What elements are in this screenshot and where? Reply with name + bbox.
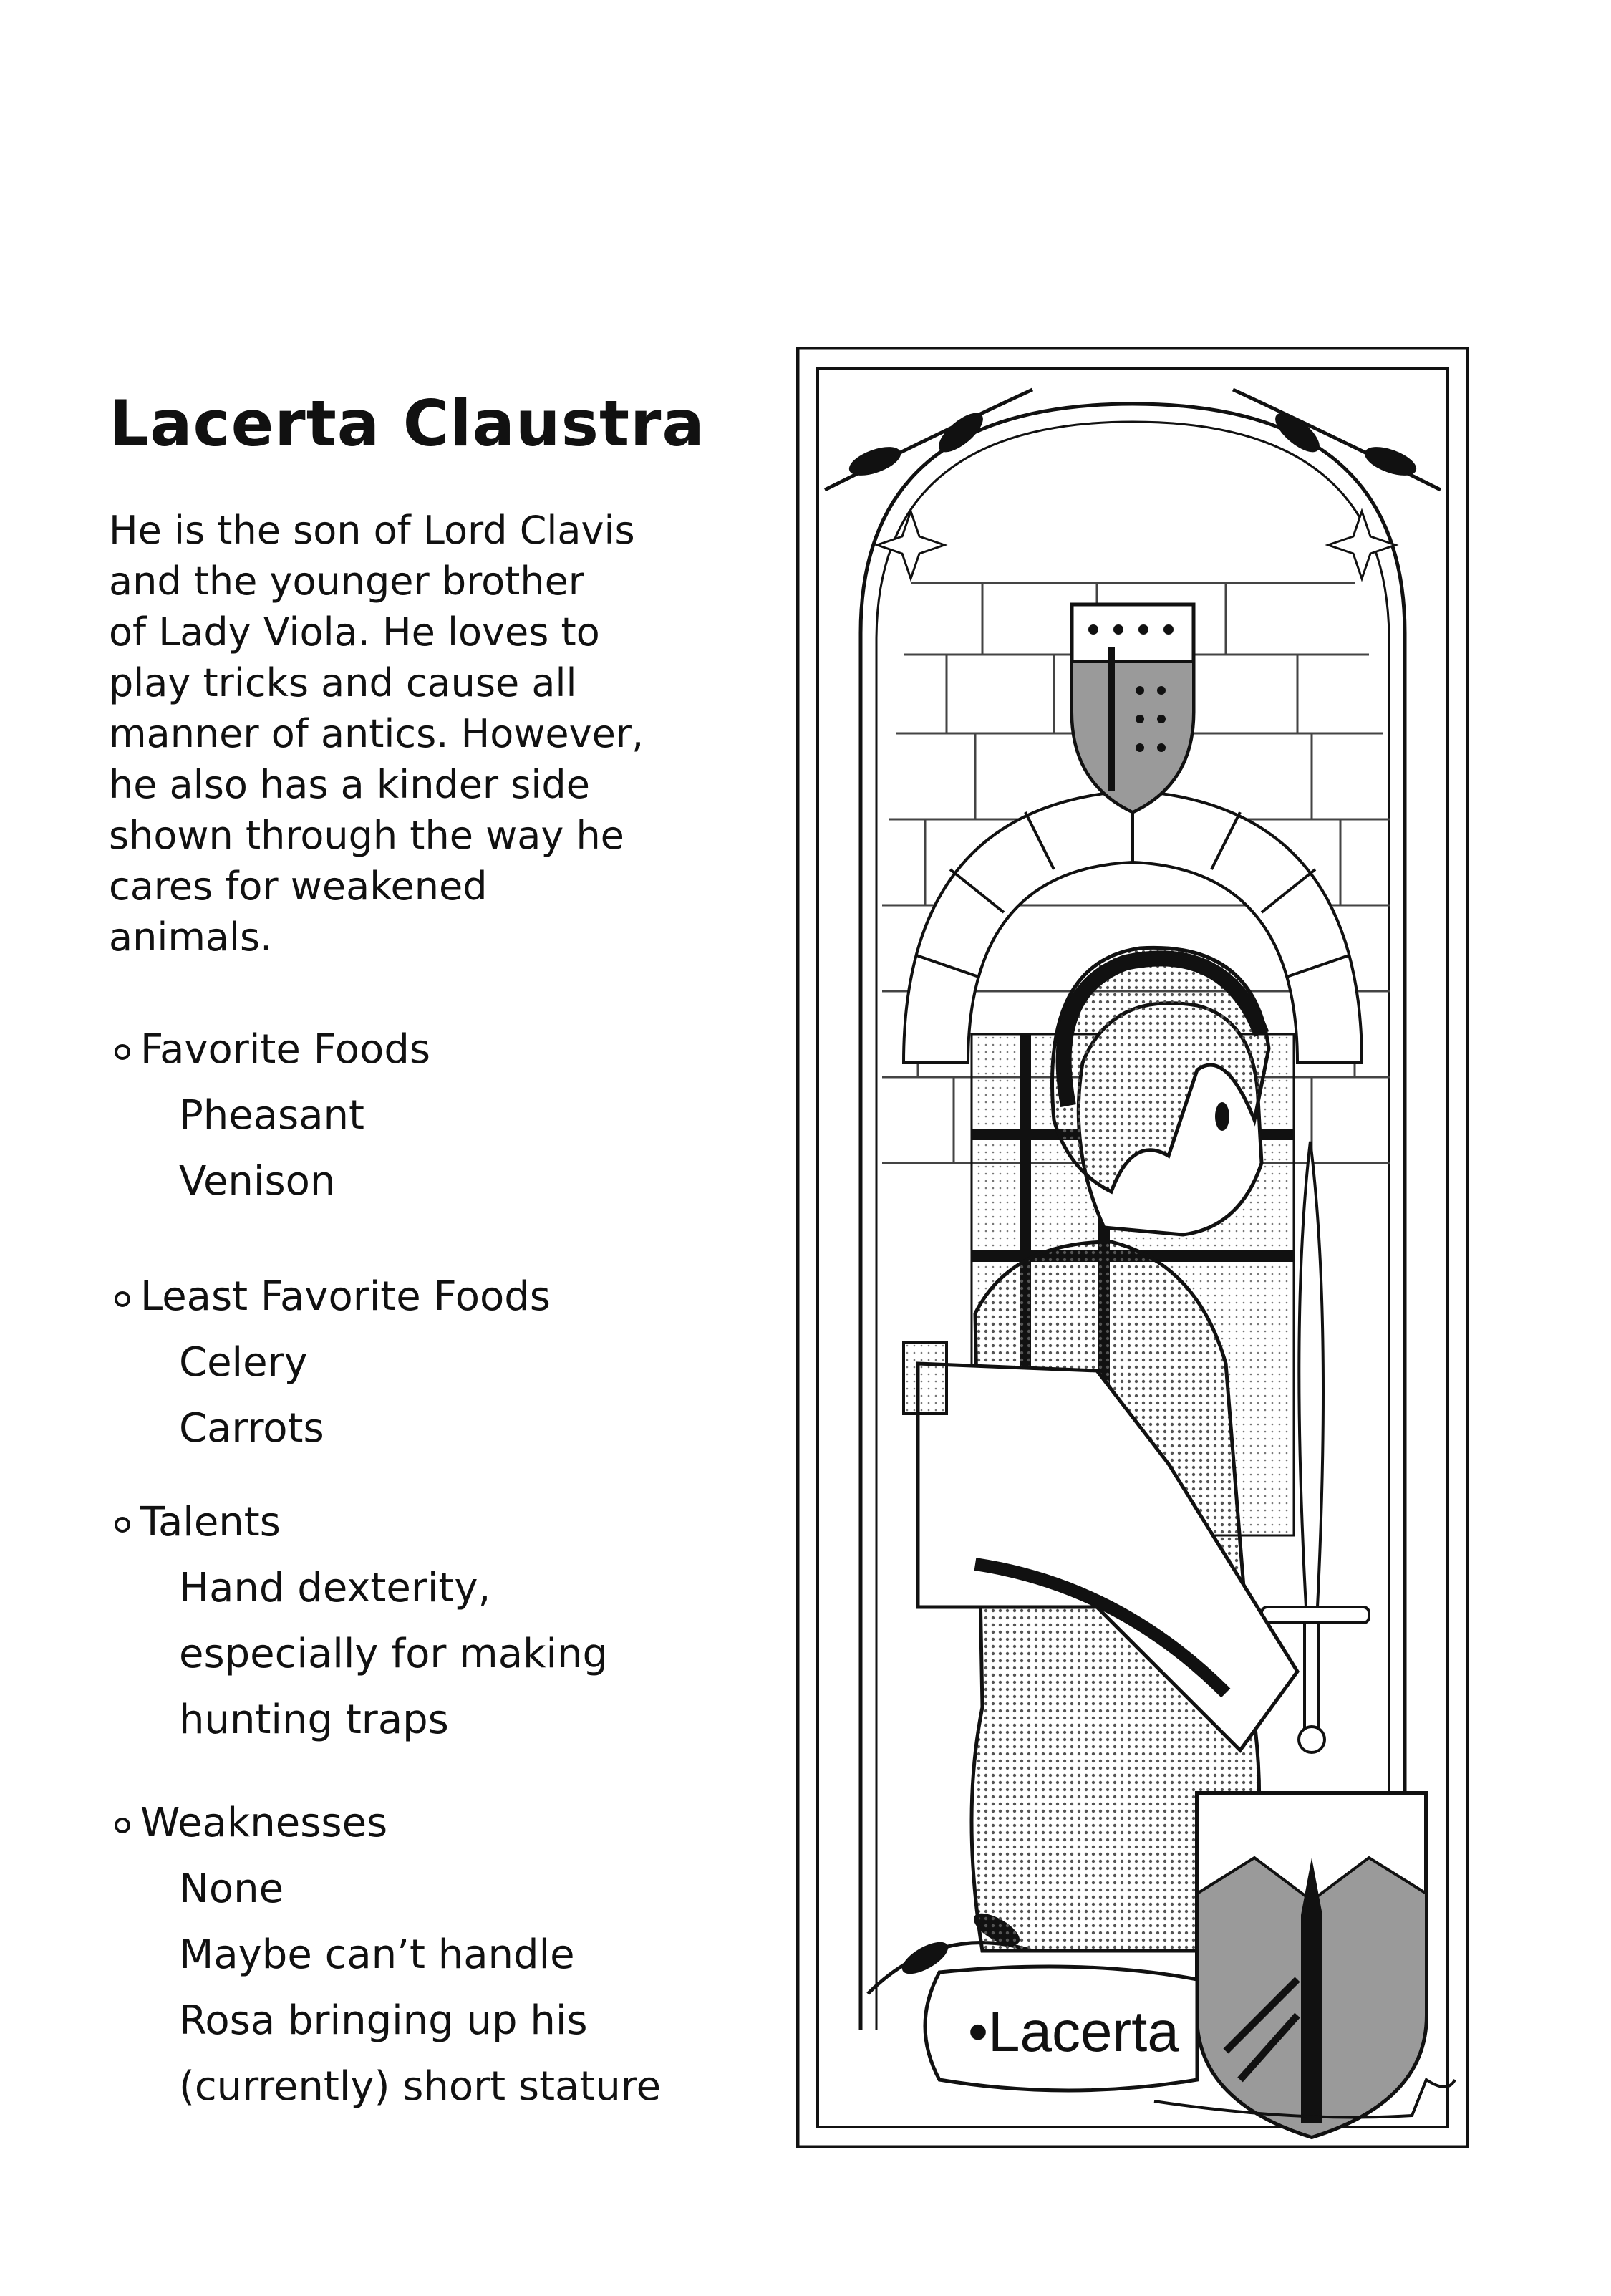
bio-line: play tricks and cause all <box>109 660 577 705</box>
list-item: especially for making <box>179 1631 609 1677</box>
weaknesses-section <box>115 1790 661 2120</box>
bio-line: shown through the way he <box>109 813 624 858</box>
character-name: Lacerta Claustra <box>109 387 705 460</box>
banner-name-label: •Lacerta <box>968 2000 1179 2063</box>
bullet-icon <box>115 1517 130 1533</box>
talents-section <box>115 1490 608 1753</box>
list-item: Venison <box>179 1158 336 1205</box>
list-item: (currently) short stature <box>179 2063 662 2110</box>
list-item: None <box>179 1866 284 1912</box>
bio-line: manner of antics. However, <box>109 711 644 756</box>
bio-line: animals. <box>109 915 273 960</box>
least-favorite-foods-section <box>115 1264 551 1462</box>
bullet-icon <box>115 1044 130 1060</box>
bio-line: He is the son of Lord Clavis <box>109 508 635 553</box>
sparkle-icon <box>877 511 1395 579</box>
bullet-icon <box>115 1291 130 1307</box>
bio-line: he also has a kinder side <box>109 762 590 807</box>
character-bio <box>109 505 753 963</box>
list-item: hunting traps <box>179 1697 449 1743</box>
section-heading: Talents <box>115 1490 608 1555</box>
list-item: Rosa bringing up his <box>179 1997 588 2044</box>
list-item: Carrots <box>179 1405 324 1452</box>
section-heading: Favorite Foods <box>115 1017 430 1083</box>
sword-icon <box>1299 1142 1323 1607</box>
crest-icon <box>1072 604 1194 812</box>
section-heading: Weaknesses <box>115 1790 661 1856</box>
bullet-icon <box>115 1818 130 1833</box>
list-item: Celery <box>179 1339 308 1386</box>
favorite-foods-section <box>115 1017 430 1215</box>
list-item: Pheasant <box>179 1092 364 1139</box>
section-heading: Least Favorite Foods <box>115 1264 551 1330</box>
list-item: Hand dexterity, <box>179 1565 491 1611</box>
bio-line: cares for weakened <box>109 864 488 909</box>
list-item: Maybe can’t handle <box>179 1931 575 1978</box>
character-illustration <box>796 347 1469 2148</box>
lower-crest-icon <box>1197 1793 1426 2137</box>
bio-line: and the younger brother <box>109 559 585 604</box>
bio-line: of Lady Viola. He loves to <box>109 609 600 655</box>
